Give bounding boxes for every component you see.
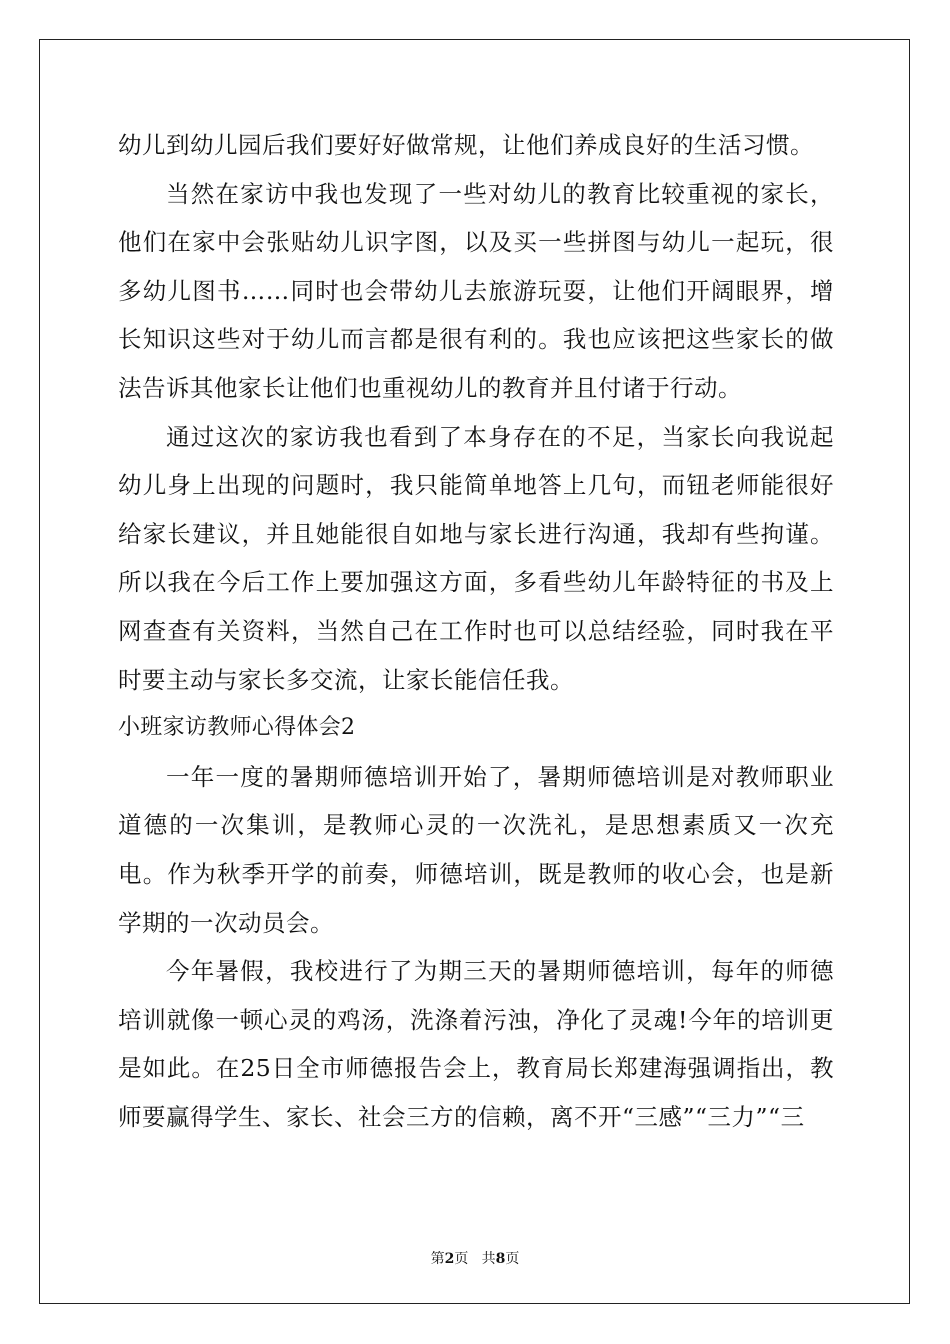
current-page-number: 2 <box>444 1251 455 1267</box>
document-body <box>118 121 834 1141</box>
section-heading: 小班家访教师心得体会2 <box>118 715 356 741</box>
page-footer <box>0 1248 950 1268</box>
paragraph: 今年暑假，我校进行了为期三天的暑期师德培训，每年的师德培训就像一顿心灵的鸡汤，洗涤着污浊，净化了灵魂!今年的培训更是如此。在25日全市师德报告会上，教育局长郑建海强调指出，教师要赢得学生、家长、社会三方的信赖，离不开“三感”“三力”“三 <box>118 957 834 1131</box>
paragraph: 当然在家访中我也发现了一些对幼儿的教育比较重视的家长，他们在家中会张贴幼儿识字图，以及买一些拼图与幼儿一起玩，很多幼儿图书……同时也会带幼儿去旅游玩耍，让他们开阔眼界，增长知识这些对于幼儿而言都是很有利的。我也应该把这些家长的做法告诉其他家长让他们也重视幼儿的教育并且付诸于行动。 <box>118 179 834 402</box>
paragraph: 幼儿到幼儿园后我们要好好做常规，让他们养成良好的生活习惯。 <box>118 131 814 159</box>
paragraph: 通过这次的家访我也看到了本身存在的不足，当家长向我说起幼儿身上出现的问题时，我只能简单地答上几句，而钮老师能很好给家长建议，并且她能很自如地与家长进行沟通，我却有些拘谨。所以我在今后工作上要加强这方面，多看些幼儿年龄特征的书及上网查查有关资料，当然自己在工作时也可以总结经验，同时我在平时要主动与家长多交流，让家长能信任我。 <box>118 422 834 694</box>
footer-prefix: 第 <box>430 1251 445 1267</box>
footer-middle: 页 共 <box>454 1251 496 1267</box>
footer-suffix: 页 <box>505 1251 520 1267</box>
total-page-number: 8 <box>495 1251 506 1267</box>
paragraph: 一年一度的暑期师德培训开始了，暑期师德培训是对教师职业道德的一次集训，是教师心灵的一次洗礼，是思想素质又一次充电。作为秋季开学的前奏，师德培训，既是教师的收心会，也是新学期的一次动员会。 <box>118 762 834 937</box>
